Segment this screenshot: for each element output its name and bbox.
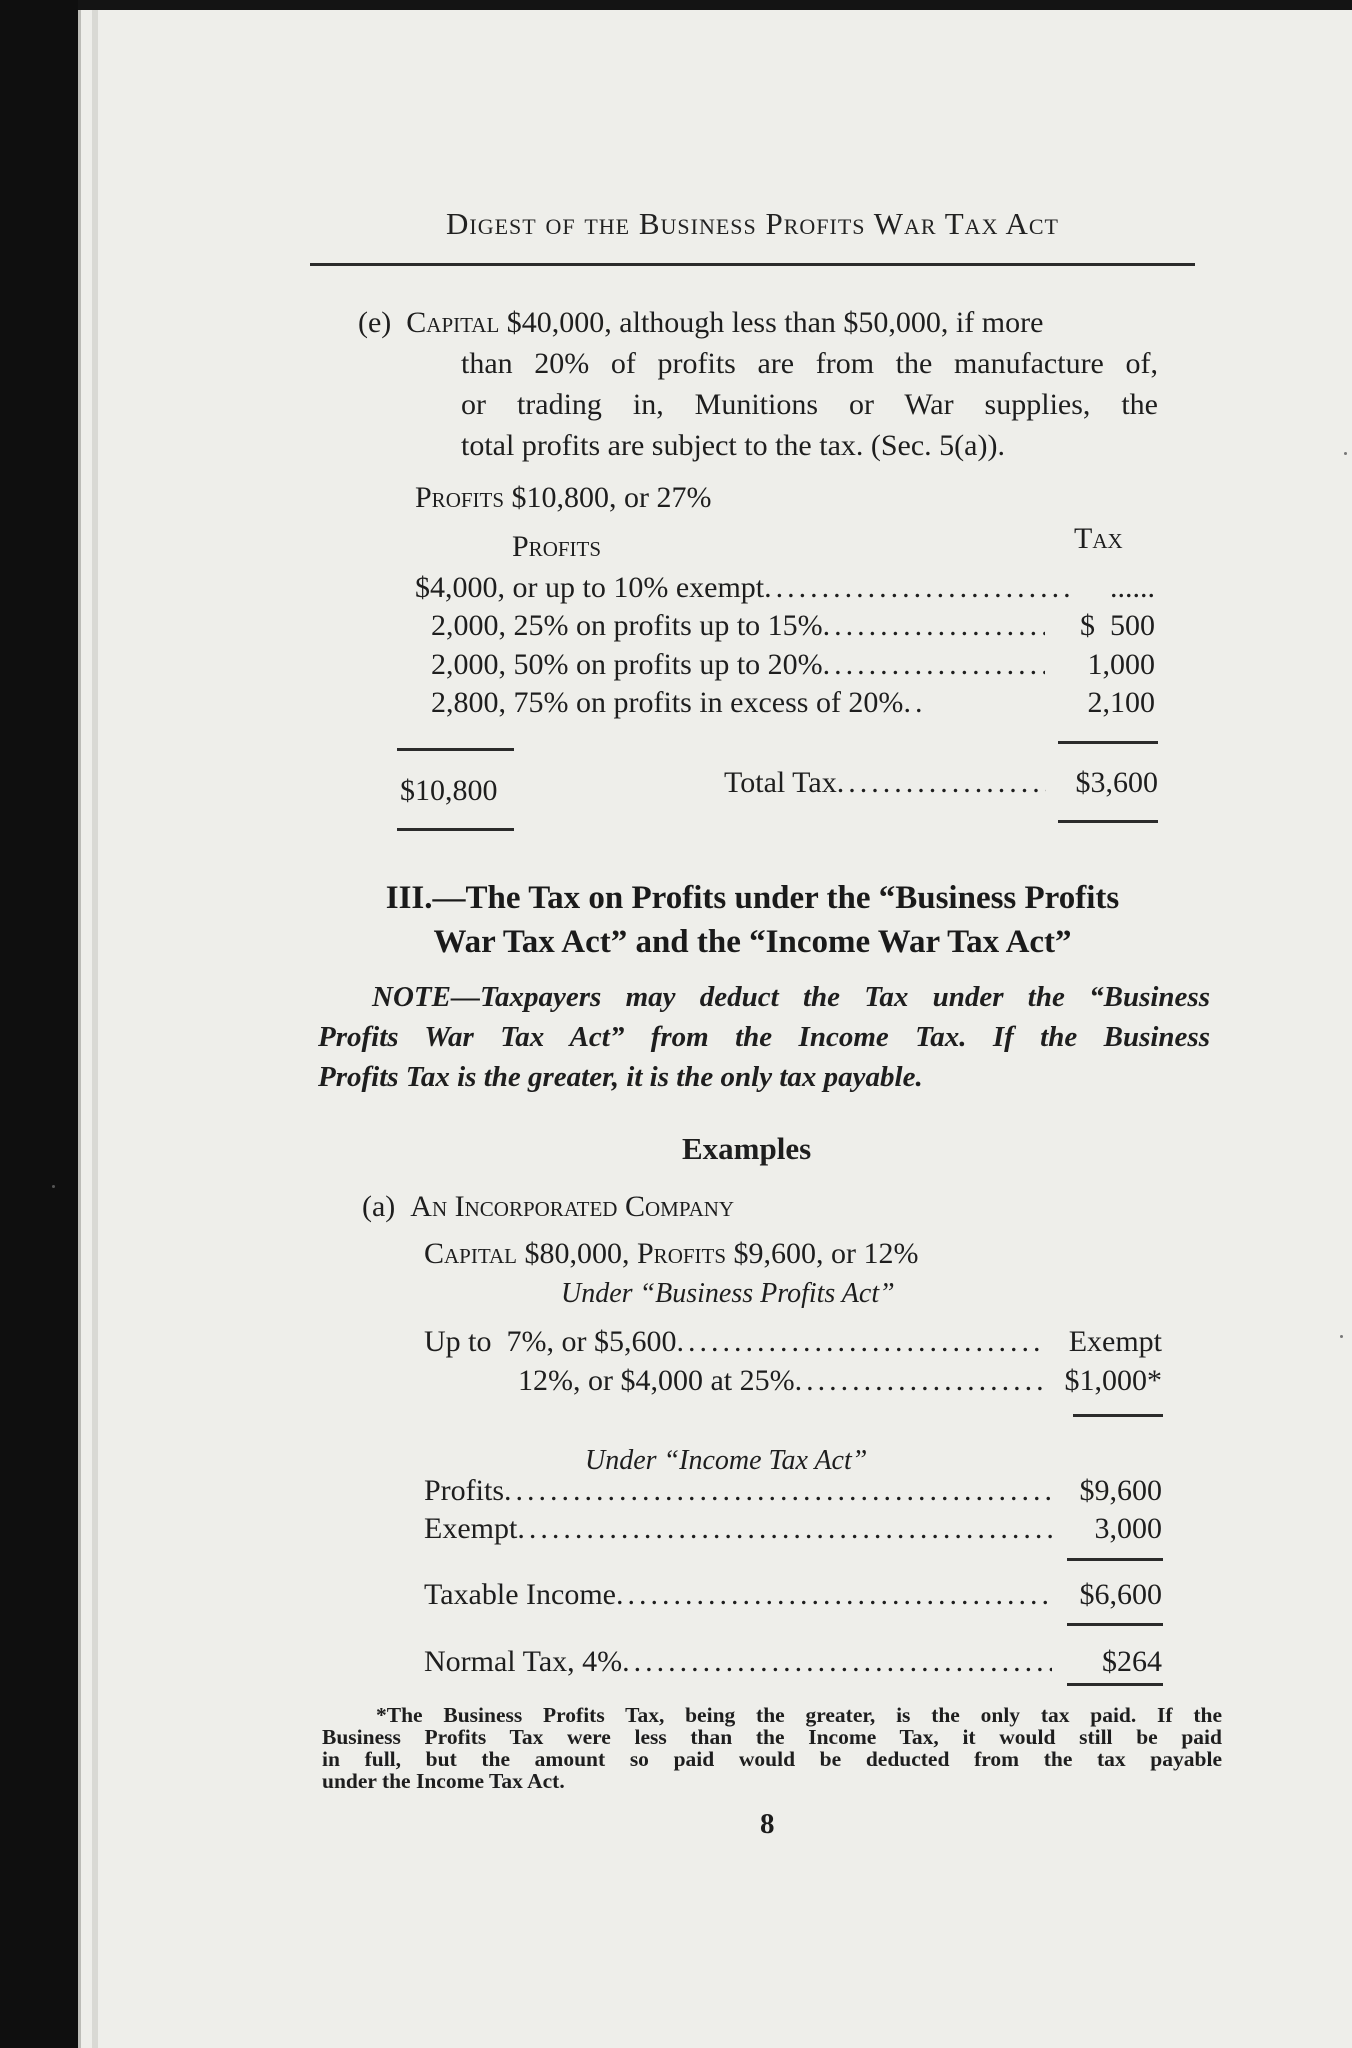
capital-label-a: Capital	[424, 1237, 517, 1270]
profits-heading-value: $10,800, or 27%	[504, 481, 712, 514]
footnote-line2: Business Profits Tax were less than the Income Tax, it would still be paid	[322, 1725, 1222, 1749]
footnote	[322, 1704, 1222, 1792]
business-profits-row-value: Exempt	[1068, 1325, 1162, 1358]
profit-row-tax: $ 500	[1080, 609, 1155, 642]
business-profits-row-value: $1,000*	[1064, 1364, 1162, 1397]
income-row-label: Profits	[424, 1474, 505, 1507]
profits-label-a: Profits	[637, 1237, 727, 1270]
scan-speck	[52, 1185, 55, 1188]
profit-row	[431, 686, 1155, 720]
capital-profits-line	[424, 1237, 919, 1271]
page-edge-shadow	[92, 10, 98, 2048]
subtotal-rule-tax	[1058, 741, 1158, 744]
business-act-name: “Business Profits Act”	[639, 1278, 895, 1309]
capital-value-a: $80,000,	[517, 1237, 637, 1270]
total-rule-profits	[397, 828, 514, 831]
column-header-profits: Profits	[512, 530, 602, 563]
profit-row-tax: 2,100	[1087, 686, 1155, 719]
income-act-name: “Income Tax Act”	[663, 1445, 868, 1476]
under-business-profits-heading	[561, 1278, 895, 1310]
normal-tax-label: Normal Tax, 4%	[424, 1645, 623, 1678]
business-profits-row-label: Up to 7%, or $5,600	[424, 1325, 677, 1358]
income-row-value: $9,600	[1079, 1474, 1162, 1507]
note-line2: Profits War Tax Act” from the Income Tax. If the Business	[318, 1021, 1210, 1053]
scan-speck	[1344, 452, 1347, 455]
example-a-heading	[362, 1190, 734, 1224]
examples-heading: Examples	[682, 1131, 812, 1166]
example-e-line1: $40,000, although less than $50,000, if more	[499, 306, 1044, 339]
note-line1: NOTE—Taxpayers may deduct the Tax under the “Business	[372, 981, 1210, 1013]
income-row	[424, 1474, 1162, 1508]
example-a-title: An Incorporated Company	[410, 1190, 735, 1223]
under-income-tax-heading	[585, 1445, 867, 1477]
example-e-marker: (e)	[358, 306, 392, 339]
header-rule	[310, 263, 1195, 266]
scan-top-border	[0, 0, 1352, 10]
normal-tax-rule	[1067, 1683, 1163, 1686]
profit-row-label: 2,800, 75% on profits in excess of 20%	[431, 686, 904, 719]
business-profits-row	[424, 1325, 1162, 1359]
under-prefix: Under	[585, 1445, 664, 1476]
income-row-value: 3,000	[1094, 1512, 1162, 1545]
profit-row-label: 2,000, 25% on profits up to 15%	[431, 609, 823, 642]
total-rule-tax	[1058, 820, 1158, 823]
business-profits-row-label: 12%, or $4,000 at 25%	[518, 1364, 795, 1397]
taxable-income-row	[424, 1578, 1162, 1612]
note-paragraph	[318, 977, 1210, 1097]
profits-heading	[415, 481, 712, 515]
section-title	[310, 876, 1195, 964]
profit-row-tax: 1,000	[1087, 648, 1155, 681]
total-tax-label: Total Tax	[724, 766, 837, 799]
taxable-income-label: Taxable Income	[424, 1578, 616, 1611]
example-e-paragraph	[358, 302, 1158, 466]
taxable-income-value: $6,600	[1079, 1578, 1162, 1611]
profit-row-label: $4,000, or up to 10% exempt	[415, 571, 765, 604]
scan-left-border	[0, 0, 78, 2048]
business-profits-rule	[1073, 1414, 1163, 1417]
income-exempt-rule	[1067, 1558, 1163, 1561]
profit-row	[431, 609, 1155, 643]
subtotal-rule-profits	[397, 748, 514, 751]
total-profits: $10,800	[400, 774, 498, 807]
footnote-line4: under the Income Tax Act.	[322, 1769, 565, 1793]
profit-row-label: 2,000, 50% on profits up to 20%	[431, 648, 823, 681]
business-profits-row	[518, 1364, 1162, 1398]
example-e-line3: or trading in, Munitions or War supplies, the	[461, 388, 1158, 421]
example-a-marker: (a)	[362, 1190, 396, 1223]
running-head: Digest of the Business Profits War Tax Act	[445, 206, 1059, 241]
profits-value-a: $9,600, or 12%	[726, 1237, 919, 1270]
total-tax-row	[724, 766, 1158, 800]
scan-speck	[1340, 1335, 1343, 1338]
section-title-line1: III.—The Tax on Profits under the “Business Profits	[385, 880, 1120, 916]
note-line3: Profits Tax is the greater, it is the only tax payable.	[318, 1061, 923, 1093]
page-number: 8	[760, 1808, 775, 1840]
footnote-line3: in full, but the amount so paid would be deducted from the tax payable	[322, 1747, 1222, 1771]
example-e-line2: than 20% of profits are from the manufacture of,	[461, 347, 1158, 380]
profit-row-tax: ......	[1110, 571, 1155, 604]
profit-row	[431, 648, 1155, 682]
footnote-line1: *The Business Profits Tax, being the greater, is the only tax paid. If the	[376, 1703, 1222, 1727]
section-title-line2: War Tax Act” and the “Income War Tax Act”	[433, 924, 1072, 960]
example-e-line4: total profits are subject to the tax. (Sec. 5(a)).	[461, 429, 1005, 462]
column-header-tax: Tax	[1074, 522, 1123, 555]
income-row	[424, 1512, 1162, 1546]
total-tax-value: $3,600	[1075, 766, 1158, 799]
profits-heading-label: Profits	[415, 481, 505, 514]
income-row-label: Exempt	[424, 1512, 518, 1545]
capital-label: Capital	[406, 306, 500, 339]
profit-row	[415, 571, 1155, 605]
under-prefix: Under	[561, 1278, 640, 1309]
normal-tax-row	[424, 1645, 1162, 1679]
taxable-income-rule	[1067, 1623, 1163, 1626]
normal-tax-value: $264	[1102, 1645, 1162, 1678]
